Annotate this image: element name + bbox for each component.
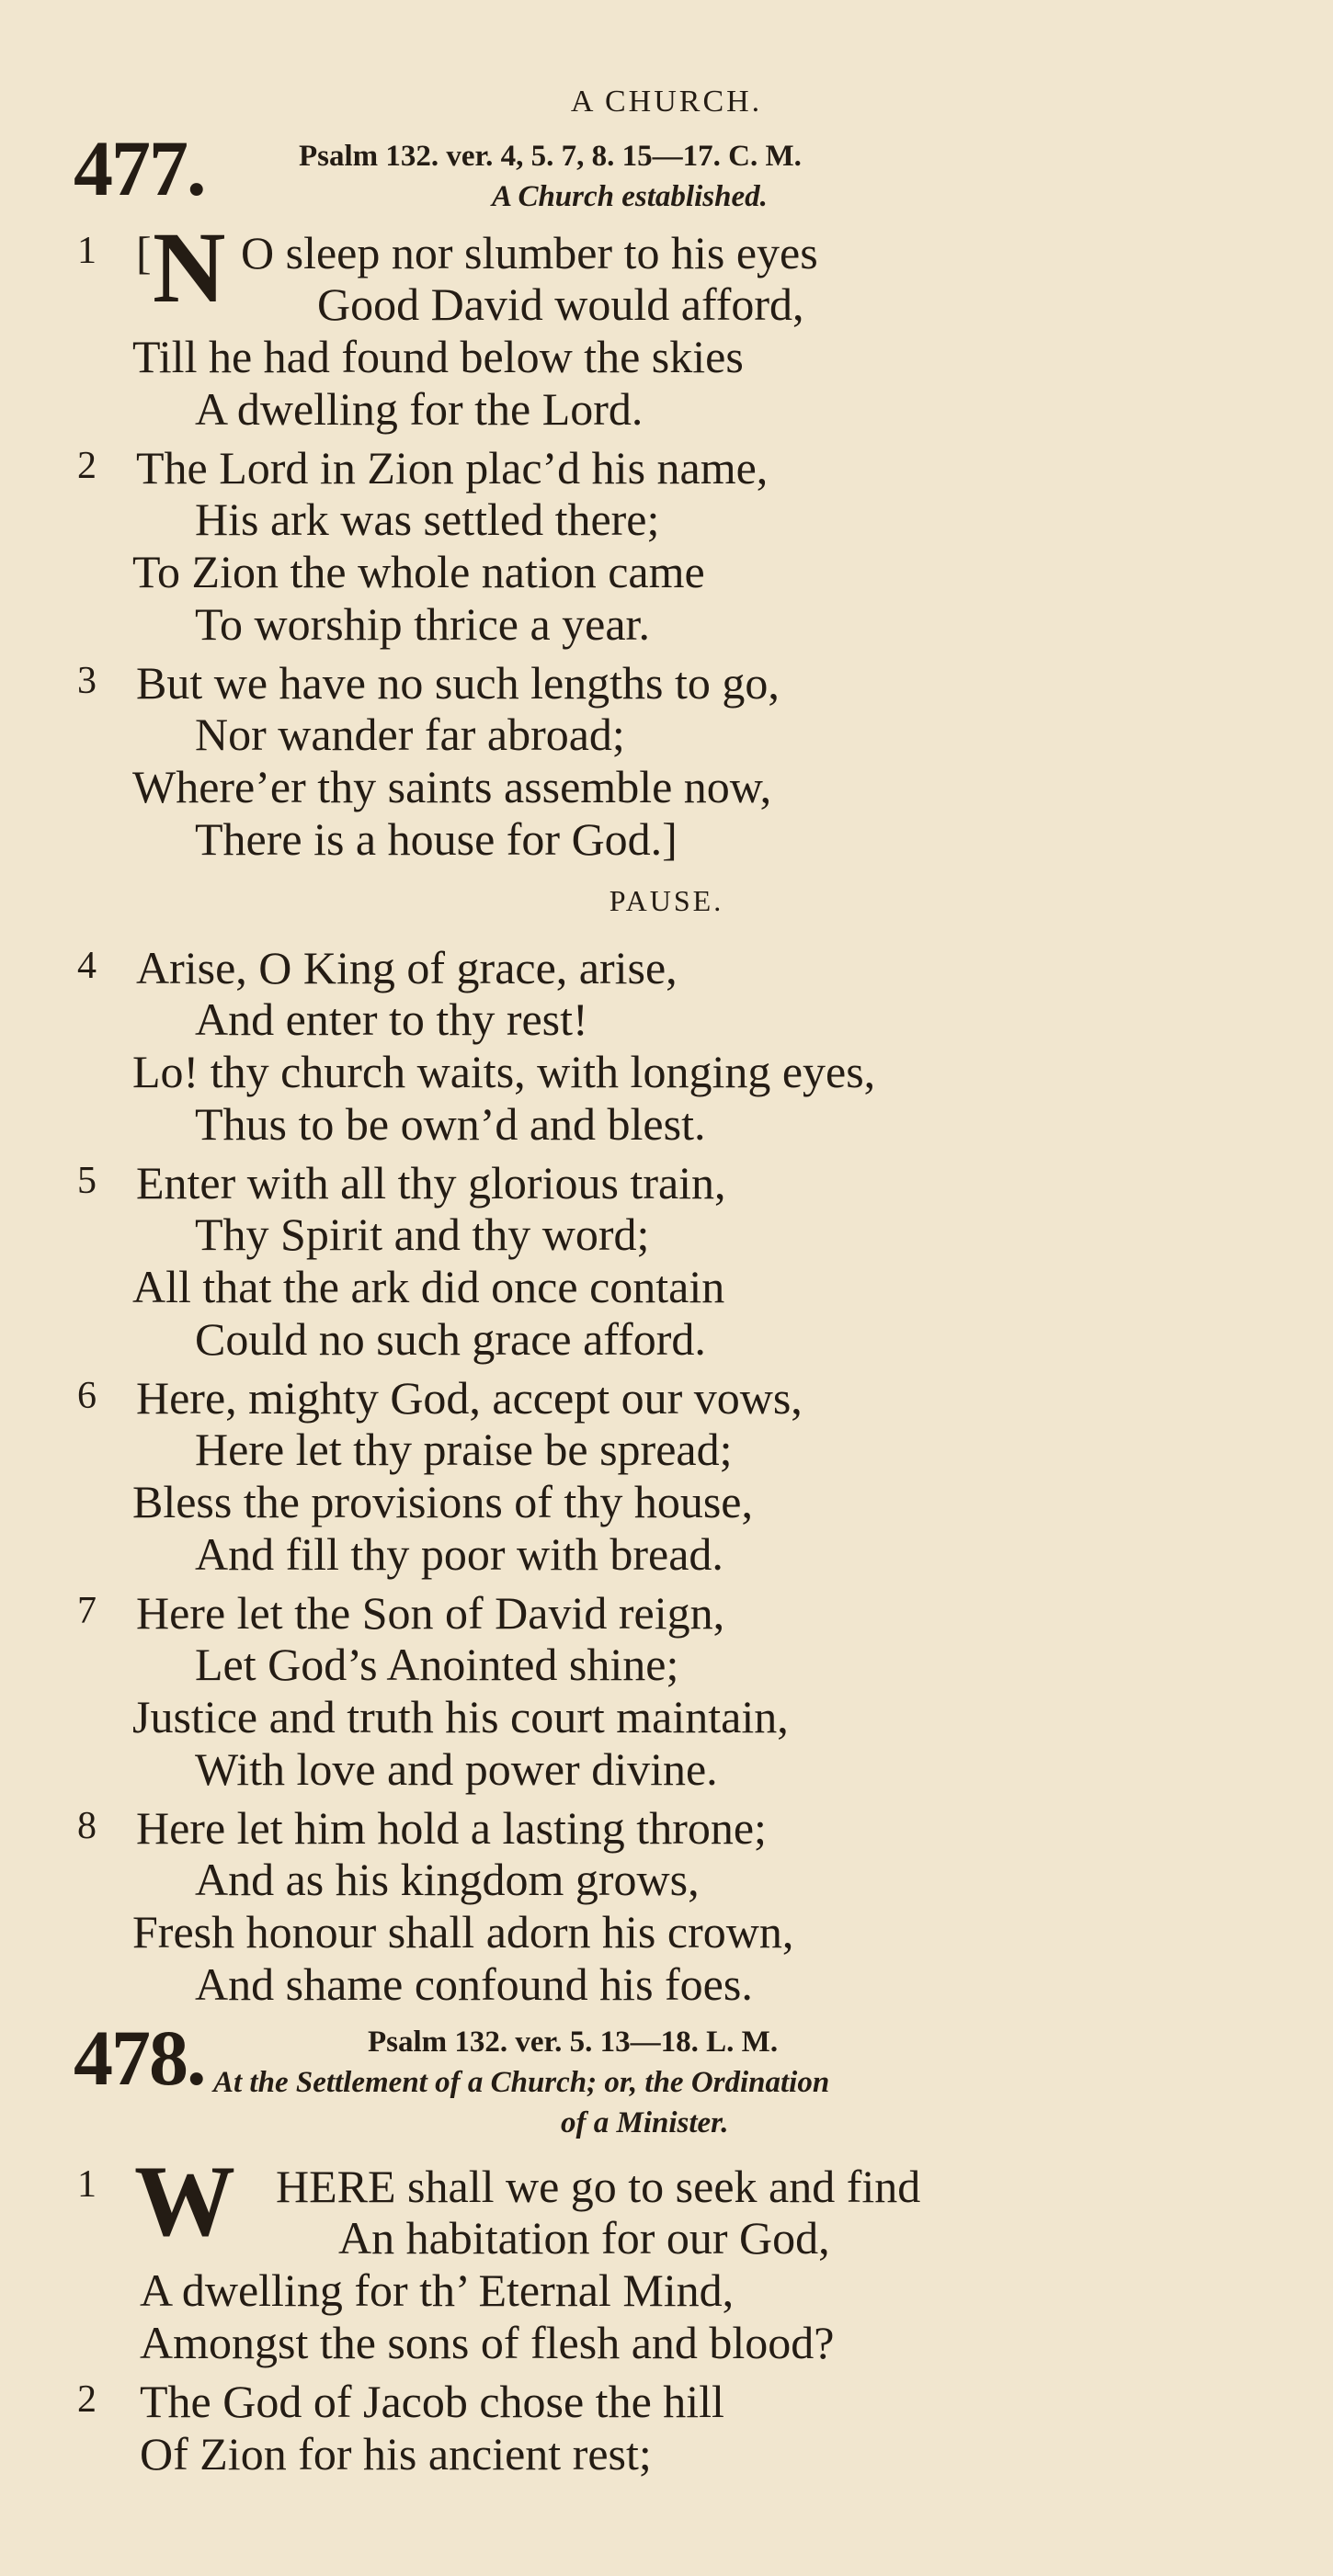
verse-line: But we have no such lengths to go, <box>136 657 780 709</box>
verse-line: To Zion the whole nation came <box>132 546 705 597</box>
verse-line: O sleep nor slumber to his eyes <box>241 227 818 278</box>
verse-line: Nor wander far abroad; <box>195 709 625 760</box>
verse-number: 3 <box>77 660 97 702</box>
pause-heading: PAUSE. <box>609 884 724 917</box>
verse-line: All that the ark did once contain <box>132 1261 725 1312</box>
verse-line: An habitation for our God, <box>338 2212 830 2264</box>
verse-line: A dwelling for th’ Eternal Mind, <box>140 2264 735 2316</box>
hymn-number: 477. <box>74 124 205 212</box>
verse-number: 2 <box>77 445 97 487</box>
verse-line: A dwelling for the Lord. <box>195 383 644 435</box>
verse-line: Amongst the sons of flesh and blood? <box>140 2317 835 2368</box>
hymn-subtitle-continued: of a Minister. <box>561 2106 729 2139</box>
verse-line: Lo! thy church waits, with longing eyes, <box>132 1046 876 1097</box>
verse-line: Here, mighty God, accept our vows, <box>136 1372 803 1424</box>
verse-line: To worship thrice a year. <box>195 598 650 650</box>
verse-number: 5 <box>77 1160 97 1202</box>
hymn-subtitle: A Church established. <box>492 180 768 213</box>
hymn-number: 478. <box>74 2014 205 2102</box>
verse-line: HERE shall we go to seek and find <box>276 2161 921 2212</box>
verse-number: 1 <box>77 2163 97 2206</box>
verse-line: Here let thy praise be spread; <box>195 1424 733 1475</box>
verse-line: Enter with all thy glorious train, <box>136 1157 726 1209</box>
running-head: A CHURCH. <box>570 85 763 119</box>
bracket-open: [ <box>136 227 152 278</box>
verse-number: 7 <box>77 1590 97 1632</box>
verse-line: Let God’s Anointed shine; <box>195 1639 679 1690</box>
verse-line: Bless the provisions of thy house, <box>132 1476 753 1527</box>
verse-line: And enter to thy rest! <box>195 993 588 1045</box>
verse-number: 1 <box>77 230 97 272</box>
verse-line: Justice and truth his court maintain, <box>132 1691 789 1742</box>
verse-line: And shame confound his foes. <box>195 1958 753 2010</box>
verse-line: Arise, O King of grace, arise, <box>136 942 678 993</box>
verse-line: Could no such grace afford. <box>195 1313 706 1365</box>
verse-line: Thy Spirit and thy word; <box>195 1209 650 1260</box>
hymn-reference: Psalm 132. ver. 5. 13—18. L. M. <box>368 2026 779 2059</box>
verse-number: 2 <box>77 2378 97 2421</box>
verse-line: Here let him hold a lasting throne; <box>136 1802 767 1854</box>
verse-line: Here let the Son of David reign, <box>136 1587 725 1639</box>
verse-number: 4 <box>77 945 97 987</box>
verse-line: The Lord in Zion plac’d his name, <box>136 442 769 494</box>
verse-line: Good David would afford, <box>317 278 804 330</box>
drop-cap: N <box>153 211 226 323</box>
verse-line: And as his kingdom grows, <box>195 1854 700 1905</box>
verse-line: Till he had found below the skies <box>132 331 744 382</box>
verse-line: With love and power divine. <box>195 1743 718 1795</box>
verse-line: Fresh honour shall adorn his crown, <box>132 1906 794 1958</box>
verse-line: Thus to be own’d and blest. <box>195 1098 706 1150</box>
hymn-subtitle: At the Settlement of a Church; or, the Ordination <box>213 2066 830 2099</box>
drop-cap: W <box>134 2145 235 2257</box>
verse-line: There is a house for God.] <box>195 813 678 865</box>
verse-number: 8 <box>77 1805 97 1847</box>
hymn-reference: Psalm 132. ver. 4, 5. 7, 8. 15—17. C. M. <box>299 140 802 173</box>
verse-line: And fill thy poor with bread. <box>195 1528 723 1580</box>
verse-line: Of Zion for his ancient rest; <box>140 2428 652 2480</box>
verse-line: The God of Jacob chose the hill <box>140 2376 724 2427</box>
verse-number: 6 <box>77 1375 97 1417</box>
verse-line: Where’er thy saints assemble now, <box>132 761 772 812</box>
verse-line: His ark was settled there; <box>195 494 660 545</box>
